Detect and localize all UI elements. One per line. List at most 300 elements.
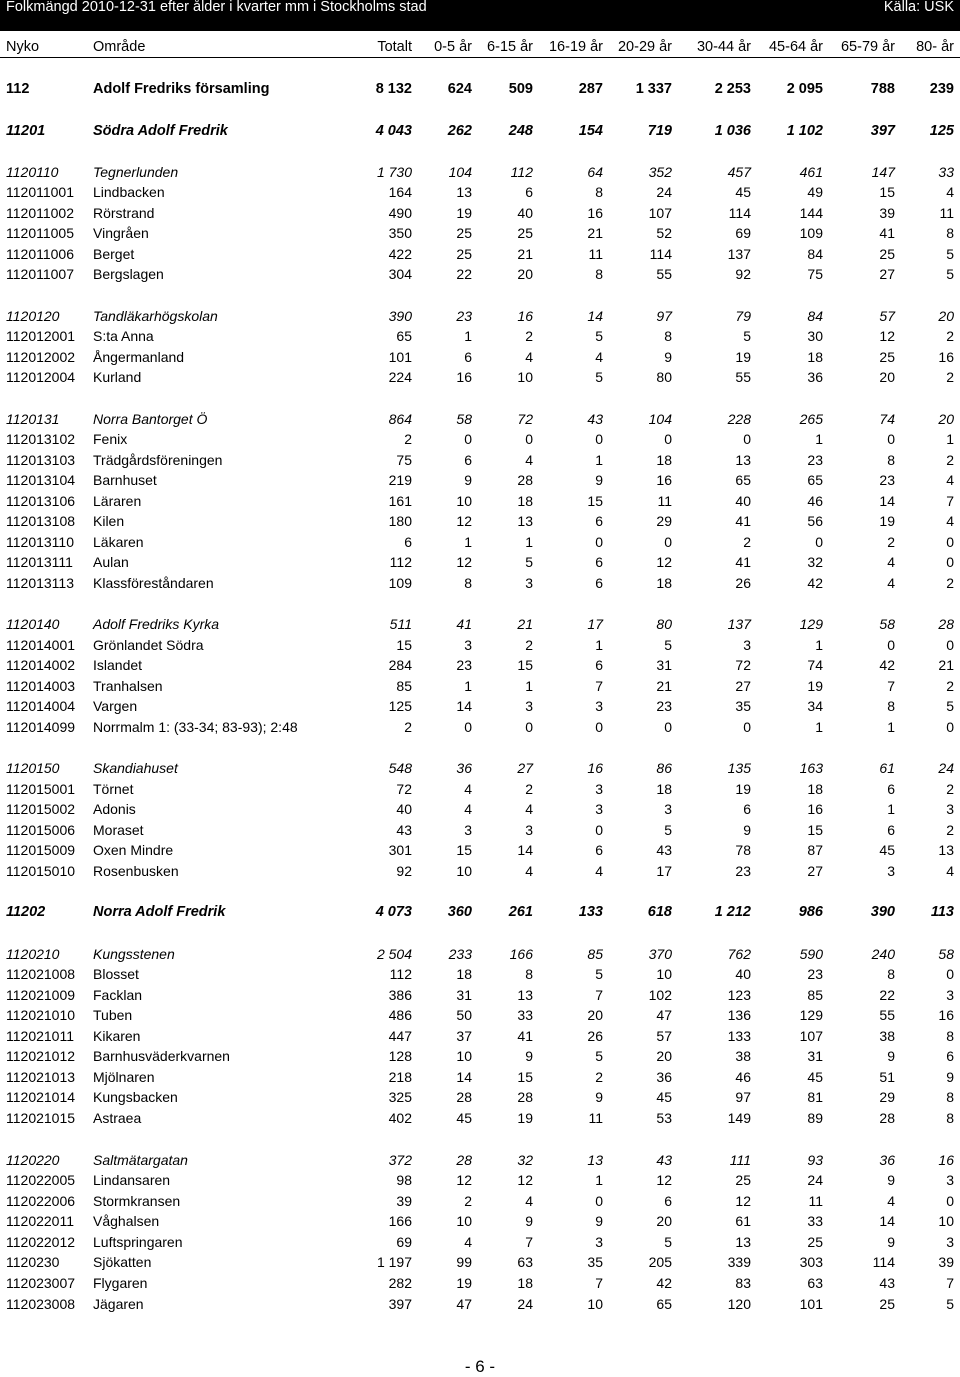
cell-80: 2 [946,575,954,591]
cell-6-15: 21 [517,616,533,632]
cell-totalt: 166 [388,1213,412,1229]
cell-omrade: Kungsstenen [93,946,175,962]
cell-6-15: 63 [517,1254,533,1270]
cell-omrade: Norra Adolf Fredrik [93,904,226,920]
cell-45-64: 84 [807,246,823,262]
table-row [0,676,960,696]
cell-65-79: 2 [887,534,895,550]
cell-80: 20 [938,411,954,427]
cell-65-79: 55 [879,1007,895,1023]
cell-80: 7 [946,1275,954,1291]
cell-30-44: 78 [735,842,751,858]
cell-0-5: 2 [464,1193,472,1209]
cell-65-79: 4 [887,1193,895,1209]
cell-6-15: 28 [517,472,533,488]
source-label: Källa: USK [883,0,954,15]
cell-20-29: 0 [664,534,672,550]
cell-omrade: Lindansaren [93,1172,171,1188]
cell-80: 20 [938,308,954,324]
cell-totalt: 4 043 [375,123,412,139]
cell-16-19: 11 [588,1110,603,1126]
cell-0-5: 10 [456,1048,472,1064]
cell-0-5: 12 [456,513,472,529]
cell-totalt: 218 [388,1069,412,1085]
cell-totalt: 180 [388,513,412,529]
cell-0-5: 0 [464,431,472,447]
cell-45-64: 1 [815,637,823,653]
cell-0-5: 360 [447,904,472,920]
cell-30-44: 120 [727,1296,751,1312]
cell-45-64: 81 [807,1089,823,1105]
cell-80: 3 [946,987,954,1003]
cell-0-5: 1 [464,534,472,550]
cell-20-29: 47 [656,1007,672,1023]
cell-16-19: 1 [595,452,603,468]
column-header-row [0,37,960,58]
cell-6-15: 24 [517,1296,533,1312]
cell-0-5: 37 [456,1028,472,1044]
cell-80: 239 [929,81,954,97]
cell-45-64: 18 [807,349,823,365]
cell-totalt: 864 [388,411,412,427]
cell-totalt: 164 [388,184,412,200]
cell-80: 24 [938,760,954,776]
cell-totalt: 350 [388,225,412,241]
cell-45-64: 84 [807,308,823,324]
cell-30-44: 457 [727,164,751,180]
cell-6-15: 1 [525,678,533,694]
cell-6-15: 261 [508,904,533,920]
cell-omrade: Våghalsen [93,1213,160,1229]
cell-65-79: 74 [879,411,895,427]
cell-16-19: 35 [587,1254,603,1270]
cell-30-44: 123 [727,987,751,1003]
cell-20-29: 31 [656,657,672,673]
cell-0-5: 0 [464,719,472,735]
cell-30-44: 339 [727,1254,751,1270]
cell-80: 7 [946,493,954,509]
cell-totalt: 386 [388,987,412,1003]
cell-totalt: 402 [388,1110,412,1126]
table-row [0,820,960,840]
cell-80: 5 [946,246,954,262]
cell-16-19: 0 [595,719,603,735]
col-header-6-15: 6-15 år [487,39,533,55]
cell-0-5: 25 [456,225,472,241]
cell-6-15: 166 [509,946,533,962]
cell-45-64: 11 [808,1193,823,1209]
cell-30-44: 41 [735,554,751,570]
cell-0-5: 50 [456,1007,472,1023]
cell-omrade: Sjökatten [93,1254,152,1270]
cell-6-15: 13 [517,987,533,1003]
table-row [0,799,960,819]
cell-nyko: 1120210 [6,946,60,962]
cell-80: 21 [938,657,954,673]
table-row [0,367,960,387]
table-row [0,1005,960,1025]
cell-16-19: 0 [595,431,603,447]
table-row [0,532,960,552]
cell-16-19: 6 [595,575,603,591]
cell-omrade: Kungsbacken [93,1089,178,1105]
cell-80: 4 [946,184,954,200]
cell-65-79: 390 [870,904,895,920]
col-header-20-29: 20-29 år [617,39,672,55]
cell-30-44: 135 [727,760,751,776]
col-header-0-5: 0-5 år [434,39,472,55]
cell-45-64: 0 [815,534,823,550]
cell-45-64: 2 095 [786,81,823,97]
col-header-nyko: Nyko [6,39,40,55]
cell-45-64: 56 [807,513,823,529]
cell-nyko: 1120150 [6,760,60,776]
cell-16-19: 21 [587,225,603,241]
cell-45-64: 590 [799,946,823,962]
cell-0-5: 45 [456,1110,472,1126]
cell-omrade: Läraren [93,493,142,509]
cell-45-64: 107 [799,1028,823,1044]
cell-0-5: 10 [456,493,472,509]
cell-20-29: 36 [656,1069,672,1085]
cell-nyko: 1120120 [6,308,60,324]
cell-6-15: 13 [517,513,533,529]
table-row [0,306,960,326]
cell-45-64: 144 [799,205,823,221]
cell-6-15: 112 [510,164,533,180]
cell-30-44: 65 [735,472,751,488]
cell-20-29: 0 [664,431,672,447]
cell-45-64: 18 [807,781,823,797]
cell-45-64: 303 [799,1254,823,1270]
cell-0-5: 3 [464,822,472,838]
cell-0-5: 18 [456,966,472,982]
cell-0-5: 58 [456,411,472,427]
cell-omrade: Lindbacken [93,184,165,200]
cell-80: 8 [946,225,954,241]
cell-20-29: 618 [647,904,672,920]
cell-6-15: 5 [525,554,533,570]
cell-nyko: 112014004 [6,698,76,714]
cell-nyko: 112013110 [6,534,74,550]
cell-omrade: Luftspringaren [93,1234,183,1250]
cell-20-29: 80 [656,369,672,385]
cell-16-19: 9 [595,472,603,488]
cell-16-19: 10 [587,1296,603,1312]
cell-65-79: 8 [887,452,895,468]
cell-16-19: 26 [587,1028,603,1044]
cell-20-29: 52 [656,225,672,241]
cell-totalt: 301 [388,842,412,858]
table-row [0,944,960,964]
cell-30-44: 35 [735,698,751,714]
cell-20-29: 719 [647,123,672,139]
cell-30-44: 79 [735,308,751,324]
cell-80: 11 [939,205,954,221]
cell-20-29: 80 [656,616,672,632]
cell-16-19: 3 [595,801,603,817]
cell-45-64: 23 [807,966,823,982]
cell-totalt: 39 [396,1193,412,1209]
cell-0-5: 3 [464,637,472,653]
cell-20-29: 12 [656,554,672,570]
cell-totalt: 128 [388,1048,412,1064]
cell-nyko: 112022012 [6,1234,76,1250]
cell-20-29: 18 [656,781,672,797]
cell-16-19: 5 [595,1048,603,1064]
cell-20-29: 20 [656,1048,672,1064]
cell-30-44: 97 [735,1089,751,1105]
cell-30-44: 83 [735,1275,751,1291]
cell-totalt: 2 504 [376,946,412,962]
cell-45-64: 63 [807,1275,823,1291]
cell-45-64: 32 [807,554,823,570]
cell-30-44: 0 [743,719,751,735]
table-row [0,758,960,778]
table-row [0,1108,960,1128]
cell-6-15: 9 [525,1213,533,1229]
cell-45-64: 30 [807,328,823,344]
cell-nyko: 112014099 [6,719,76,735]
cell-totalt: 109 [388,575,412,591]
cell-6-15: 6 [525,184,533,200]
cell-totalt: 98 [396,1172,412,1188]
cell-80: 3 [946,801,954,817]
cell-30-44: 137 [727,616,751,632]
cell-6-15: 15 [517,1069,533,1085]
cell-16-19: 9 [595,1089,603,1105]
cell-20-29: 43 [656,842,672,858]
cell-30-44: 228 [727,411,751,427]
cell-6-15: 20 [517,266,533,282]
cell-0-5: 28 [456,1152,472,1168]
cell-80: 0 [946,1193,954,1209]
cell-0-5: 9 [464,472,472,488]
table-row [0,614,960,634]
cell-80: 8 [946,1110,954,1126]
cell-65-79: 36 [879,1152,895,1168]
cell-16-19: 0 [595,1193,603,1209]
cell-omrade: Blosset [93,966,139,982]
cell-omrade: Berget [93,246,135,262]
cell-65-79: 51 [879,1069,895,1085]
cell-omrade: Moraset [93,822,144,838]
table-row [0,779,960,799]
cell-20-29: 65 [656,1296,672,1312]
cell-20-29: 55 [656,266,672,282]
cell-omrade: Kilen [93,513,125,529]
cell-80: 125 [929,123,954,139]
cell-nyko: 112015006 [6,822,76,838]
cell-totalt: 219 [388,472,412,488]
table-row [0,902,960,922]
cell-65-79: 4 [887,575,895,591]
cell-6-15: 14 [517,842,533,858]
cell-16-19: 16 [587,760,603,776]
col-header-30-44: 30-44 år [696,39,751,55]
cell-omrade: Kurland [93,369,142,385]
cell-omrade: Klassföreståndaren [93,575,214,591]
cell-16-19: 1 [595,637,603,653]
cell-nyko: 112021013 [6,1069,76,1085]
cell-65-79: 22 [879,987,895,1003]
cell-16-19: 133 [578,904,603,920]
cell-45-64: 31 [807,1048,823,1064]
cell-omrade: Trädgårdsföreningen [93,452,223,468]
cell-30-44: 23 [735,863,751,879]
cell-6-15: 16 [517,308,533,324]
cell-65-79: 4 [887,554,895,570]
cell-16-19: 6 [595,657,603,673]
cell-nyko: 112013113 [6,575,74,591]
cell-nyko: 112012001 [6,328,76,344]
table-row [0,1294,960,1314]
cell-nyko: 112015010 [6,863,76,879]
cell-65-79: 14 [879,493,895,509]
cell-30-44: 114 [728,205,751,221]
cell-omrade: Astraea [93,1110,142,1126]
cell-6-15: 8 [525,966,533,982]
cell-30-44: 25 [735,1172,751,1188]
cell-0-5: 12 [456,1172,472,1188]
cell-16-19: 14 [587,308,603,324]
cell-omrade: Jägaren [93,1296,144,1312]
cell-totalt: 548 [388,760,412,776]
cell-0-5: 99 [456,1254,472,1270]
cell-80: 16 [938,349,954,365]
cell-65-79: 25 [879,349,895,365]
cell-20-29: 24 [656,184,672,200]
cell-omrade: S:ta Anna [93,328,154,344]
cell-0-5: 14 [456,1069,472,1085]
cell-65-79: 788 [870,81,895,97]
cell-45-64: 265 [799,411,823,427]
cell-65-79: 25 [879,1296,895,1312]
cell-nyko: 1120220 [6,1152,60,1168]
cell-omrade: Bergslagen [93,266,164,282]
cell-6-15: 32 [517,1152,533,1168]
cell-16-19: 0 [595,534,603,550]
cell-totalt: 397 [388,1296,412,1312]
table-row [0,635,960,655]
cell-45-64: 16 [807,801,823,817]
cell-80: 8 [946,1028,954,1044]
cell-20-29: 86 [656,760,672,776]
cell-6-15: 10 [517,369,533,385]
table-row [0,1087,960,1107]
cell-totalt: 161 [388,493,412,509]
cell-20-29: 97 [656,308,672,324]
cell-0-5: 22 [456,266,472,282]
cell-80: 9 [946,1069,954,1085]
cell-20-29: 43 [656,1152,672,1168]
cell-30-44: 762 [727,946,751,962]
table-row [0,1170,960,1190]
cell-0-5: 8 [464,575,472,591]
cell-16-19: 9 [595,1213,603,1229]
cell-totalt: 112 [389,966,412,982]
table-row [0,552,960,572]
cell-30-44: 3 [743,637,751,653]
cell-nyko: 112015002 [6,801,76,817]
cell-totalt: 75 [396,452,412,468]
cell-nyko: 112011007 [6,266,74,282]
cell-30-44: 55 [735,369,751,385]
cell-30-44: 137 [727,246,751,262]
cell-45-64: 25 [807,1234,823,1250]
cell-totalt: 447 [388,1028,412,1044]
cell-30-44: 69 [735,225,751,241]
cell-0-5: 1 [464,328,472,344]
cell-totalt: 2 [404,719,412,735]
cell-totalt: 1 730 [376,164,412,180]
cell-80: 3 [946,1172,954,1188]
cell-65-79: 39 [879,205,895,221]
table-row [0,429,960,449]
cell-0-5: 12 [456,554,472,570]
cell-nyko: 112011006 [6,246,74,262]
cell-0-5: 36 [456,760,472,776]
cell-0-5: 41 [456,616,472,632]
page-number: - 6 - [464,1357,496,1376]
cell-6-15: 4 [525,863,533,879]
cell-nyko: 112 [6,81,30,97]
cell-20-29: 57 [656,1028,672,1044]
cell-80: 0 [946,637,954,653]
cell-0-5: 6 [464,349,472,365]
col-header-45-64: 45-64 år [768,39,823,55]
cell-16-19: 85 [587,946,603,962]
cell-80: 33 [938,164,954,180]
cell-45-64: 129 [799,616,823,632]
table-row [0,861,960,881]
cell-6-15: 2 [525,328,533,344]
cell-80: 0 [946,719,954,735]
cell-nyko: 112013104 [6,472,76,488]
cell-0-5: 104 [448,164,472,180]
cell-65-79: 45 [879,842,895,858]
cell-30-44: 1 212 [714,904,751,920]
cell-30-44: 0 [743,431,751,447]
cell-65-79: 114 [872,1254,895,1270]
cell-16-19: 287 [578,81,603,97]
cell-45-64: 163 [799,760,823,776]
cell-45-64: 85 [807,987,823,1003]
cell-80: 0 [946,966,954,982]
cell-30-44: 41 [735,513,751,529]
cell-30-44: 133 [727,1028,751,1044]
cell-16-19: 3 [595,781,603,797]
cell-30-44: 13 [735,1234,751,1250]
cell-16-19: 6 [595,842,603,858]
cell-30-44: 27 [735,678,751,694]
cell-80: 2 [946,822,954,838]
cell-16-19: 4 [595,863,603,879]
cell-totalt: 372 [388,1152,412,1168]
cell-80: 113 [930,904,954,920]
cell-6-15: 12 [517,1172,533,1188]
cell-20-29: 53 [656,1110,672,1126]
table-row [0,244,960,264]
cell-30-44: 19 [735,349,751,365]
cell-16-19: 7 [595,987,603,1003]
cell-45-64: 45 [807,1069,823,1085]
cell-0-5: 15 [456,842,472,858]
cell-totalt: 224 [388,369,412,385]
cell-nyko: 112021012 [6,1048,76,1064]
cell-omrade: Adonis [93,801,136,817]
cell-16-19: 17 [587,616,603,632]
